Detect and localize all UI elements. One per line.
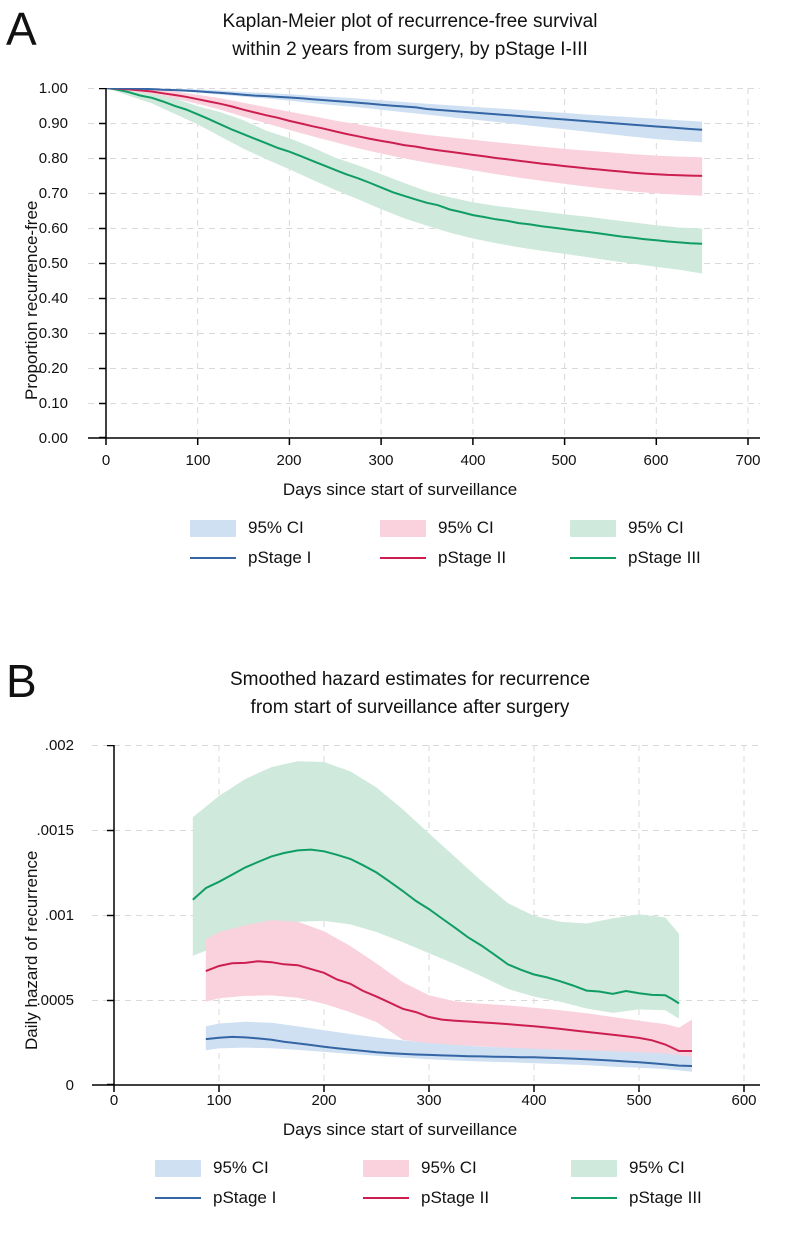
ci-swatch-stage3-icon — [570, 520, 616, 537]
panel-b-plot-area — [92, 745, 760, 1103]
panel-a-legend-row-ci — [190, 518, 760, 538]
panel-a-ytick-0.90: 0.90 — [38, 115, 68, 132]
panel-b-legend-row-ci — [155, 1158, 779, 1178]
panel-a-title-line1: Kaplan-Meier plot of recurrence-free survival — [222, 11, 598, 32]
panel-b-legend-line-stage3 — [571, 1188, 779, 1208]
panel-b-legend-ci-stage3 — [571, 1158, 779, 1178]
panel-b-ytick-.001: .001 — [44, 907, 74, 924]
panel-b-legend-ci-label-3: 95% CI — [629, 1158, 685, 1177]
panel-a-xtick-700: 700 — [735, 452, 761, 469]
panel-b — [0, 620, 800, 1243]
panel-b-xtick-600: 600 — [731, 1092, 757, 1109]
panel-a-legend-ci-stage2 — [380, 518, 570, 538]
line-swatch-stage2-icon — [380, 557, 426, 559]
panel-a-xtick-400: 400 — [460, 452, 486, 469]
panel-b-legend-line-stage2 — [363, 1188, 571, 1208]
line-swatch-stage1-icon — [190, 557, 236, 559]
panel-b-legend-line-label-1: pStage I — [213, 1188, 277, 1207]
panel-a-x-ticks — [106, 438, 748, 445]
panel-a-legend-ci-label-3: 95% CI — [628, 518, 684, 537]
panel-b-xtick-100: 100 — [206, 1092, 232, 1109]
panel-a-y-axis-title: Proportion recurrence-free — [22, 200, 41, 400]
panel-a-xtick-0: 0 — [101, 452, 111, 469]
panel-a-legend-line-stage1 — [190, 548, 380, 568]
panel-a-legend-row-lines — [190, 548, 760, 568]
panel-a-legend-line-label-3: pStage III — [628, 548, 701, 567]
panel-a-legend — [190, 518, 760, 568]
panel-a-ytick-1.00: 1.00 — [38, 80, 68, 97]
panel-a-ytick-0.20: 0.20 — [38, 360, 68, 377]
line-swatch-stage3-icon — [571, 1197, 617, 1199]
panel-b-letter: B — [6, 655, 37, 707]
panel-b-title-line1: Smoothed hazard estimates for recurrence — [229, 669, 591, 690]
panel-b-legend-line-stage1 — [155, 1188, 363, 1208]
panel-a-ytick-0.50: 0.50 — [38, 255, 68, 272]
panel-b-ytick-.0005: .0005 — [36, 992, 74, 1009]
panel-a-ytick-0.10: 0.10 — [38, 395, 68, 412]
panel-a-xtick-200: 200 — [276, 452, 302, 469]
panel-b-legend-line-label-3: pStage III — [629, 1188, 702, 1207]
panel-b-x-ticks — [114, 1085, 744, 1092]
panel-a-legend-line-label-2: pStage II — [438, 548, 507, 567]
panel-a-legend-ci-label-2: 95% CI — [438, 518, 494, 537]
panel-a-x-axis-title: Days since start of surveillance — [282, 480, 518, 499]
panel-b-title-line2: from start of surveillance after surgery — [250, 696, 570, 718]
panel-a-legend-line-stage3 — [570, 548, 760, 568]
panel-b-legend-line-label-2: pStage II — [421, 1188, 490, 1207]
panel-a-ytick-0.80: 0.80 — [38, 150, 68, 167]
panel-a-title — [80, 8, 740, 63]
panel-b-legend-ci-label-2: 95% CI — [421, 1158, 477, 1177]
panel-b-ytick-.0015: .0015 — [36, 822, 74, 839]
panel-b-x-axis-title: Days since start of surveillance — [282, 1120, 518, 1139]
panel-a-ytick-0.60: 0.60 — [38, 220, 68, 237]
ci-swatch-stage1-icon — [155, 1160, 201, 1177]
panel-a-xtick-100: 100 — [185, 452, 211, 469]
panel-a-legend-line-label-1: pStage I — [248, 548, 312, 567]
panel-b-xtick-400: 400 — [521, 1092, 547, 1109]
panel-a-ytick-0.40: 0.40 — [38, 290, 68, 307]
ci-swatch-stage2-icon — [363, 1160, 409, 1177]
panel-b-legend-row-lines — [155, 1188, 779, 1208]
line-swatch-stage2-icon — [363, 1197, 409, 1199]
line-swatch-stage1-icon — [155, 1197, 201, 1199]
panel-b-y-axis-title: Daily hazard of recurrence — [22, 850, 41, 1050]
panel-b-ytick-0: 0 — [65, 1077, 74, 1094]
ci-swatch-stage2-icon — [380, 520, 426, 537]
panel-a-title-line2: within 2 years from surgery, by pStage I-III — [232, 38, 588, 60]
panel-b-y-ticks — [107, 746, 114, 1085]
panel-a-letter: A — [6, 3, 37, 55]
panel-a-xtick-600: 600 — [643, 452, 669, 469]
panel-a-xtick-300: 300 — [368, 452, 394, 469]
panel-b-xtick-500: 500 — [626, 1092, 652, 1109]
panel-a-ytick-0.00: 0.00 — [38, 430, 68, 447]
panel-a-svg — [88, 88, 760, 446]
panel-b-legend-ci-stage2 — [363, 1158, 571, 1178]
panel-a — [0, 0, 800, 620]
panel-b-xtick-0: 0 — [109, 1092, 119, 1109]
panel-a-legend-ci-stage3 — [570, 518, 760, 538]
panel-b-legend-ci-label-1: 95% CI — [213, 1158, 269, 1177]
panel-a-ytick-0.70: 0.70 — [38, 185, 68, 202]
panel-b-xtick-200: 200 — [311, 1092, 337, 1109]
line-swatch-stage3-icon — [570, 557, 616, 559]
panel-b-title — [80, 666, 740, 721]
panel-a-ytick-0.30: 0.30 — [38, 325, 68, 342]
panel-a-plot-area — [88, 88, 760, 446]
panel-b-legend-ci-stage1 — [155, 1158, 363, 1178]
ci-swatch-stage1-icon — [190, 520, 236, 537]
panel-a-y-ticks — [99, 89, 106, 438]
panel-a-legend-ci-stage1 — [190, 518, 380, 538]
panel-b-ytick-.002: .002 — [44, 737, 74, 754]
panel-a-legend-line-stage2 — [380, 548, 570, 568]
panel-a-legend-ci-label-1: 95% CI — [248, 518, 304, 537]
panel-a-xtick-500: 500 — [551, 452, 577, 469]
panel-b-legend — [155, 1158, 779, 1208]
panel-b-xtick-300: 300 — [416, 1092, 442, 1109]
panel-b-svg — [92, 745, 760, 1103]
ci-swatch-stage3-icon — [571, 1160, 617, 1177]
